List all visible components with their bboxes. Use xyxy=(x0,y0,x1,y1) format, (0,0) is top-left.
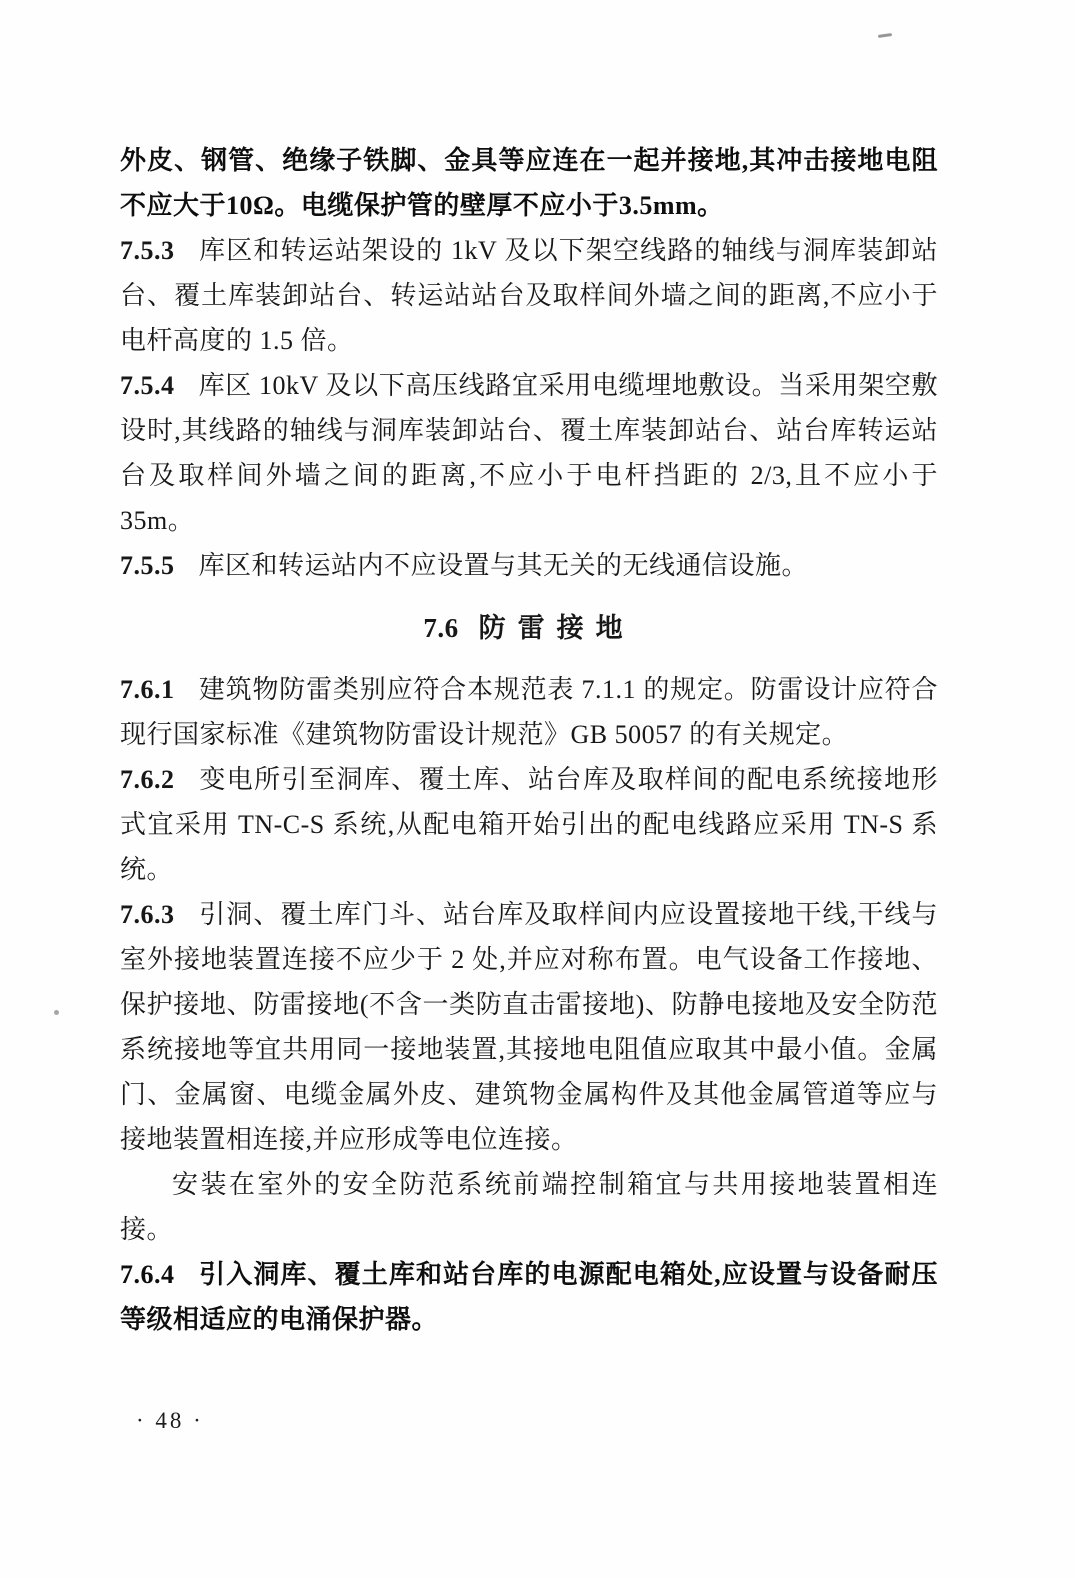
clause-text: 库区和转运站架设的 1kV 及以下架空线路的轴线与洞库装卸站台、覆土库装卸站台、转运站站台及取样间外墙之间的距离,不应小于电杆高度的 1.5 倍。 xyxy=(120,236,938,355)
clause-number: 7.6.2 xyxy=(120,765,175,794)
clause-number: 7.6 xyxy=(423,613,459,643)
section-heading xyxy=(120,606,938,651)
document-body xyxy=(120,138,938,1342)
page-number: · 48 · xyxy=(136,1408,204,1433)
paragraph xyxy=(120,138,938,228)
paragraph xyxy=(120,1252,938,1342)
clause-text: 外皮、钢管、绝缘子铁脚、金具等应连在一起并接地,其冲击接地电阻不应大于10Ω。电缆保护管的壁厚不应小于3.5mm。 xyxy=(120,146,938,220)
scan-artifact xyxy=(54,1010,59,1015)
paragraph xyxy=(120,1162,938,1252)
section-heading-text: 防雷接地 xyxy=(478,613,635,643)
paragraph xyxy=(120,228,938,363)
clause-text: 库区 10kV 及以下高压线路宜采用电缆埋地敷设。当采用架空敷设时,其线路的轴线与洞库装卸站台、覆土库装卸站台、站台库转运站台及取样间外墙之间的距离,不应小于电杆挡距的 2/3,且不应小于 35m。 xyxy=(120,371,938,535)
clause-number: 7.6.1 xyxy=(120,675,175,704)
clause-number: 7.5.3 xyxy=(120,236,175,265)
clause-number: 7.6.4 xyxy=(120,1260,175,1289)
paragraph xyxy=(120,757,938,892)
paragraph xyxy=(120,543,938,588)
clause-text: 引洞、覆土库门斗、站台库及取样间内应设置接地干线,干线与室外接地装置连接不应少于 2 处,并应对称布置。电气设备工作接地、保护接地、防雷接地(不含一类防直击雷接地)、防静电接地及安全防范系统接地等宜共用同一接地装置,其接地电阻值应取其中最小值。金属门、金属窗、电缆金属外皮、建筑物金属构件及其他金属管道等应与接地装置相连接,并应形成等电位连接。 xyxy=(120,900,938,1154)
clause-text: 变电所引至洞库、覆土库、站台库及取样间的配电系统接地形式宜采用 TN-C-S 系统,从配电箱开始引出的配电线路应采用 TN-S 系统。 xyxy=(120,765,938,884)
scan-artifact xyxy=(878,33,892,38)
clause-text: 库区和转运站内不应设置与其无关的无线通信设施。 xyxy=(198,551,809,580)
paragraph xyxy=(120,892,938,1162)
clause-number: 7.5.4 xyxy=(120,371,175,400)
clause-text: 建筑物防雷类别应符合本规范表 7.1.1 的规定。防雷设计应符合现行国家标准《建筑物防雷设计规范》GB 50057 的有关规定。 xyxy=(120,675,938,749)
clause-text: 引入洞库、覆土库和站台库的电源配电箱处,应设置与设备耐压等级相适应的电涌保护器。 xyxy=(120,1260,938,1334)
clause-number: 7.5.5 xyxy=(120,551,175,580)
clause-text: 安装在室外的安全防范系统前端控制箱宜与共用接地装置相连接。 xyxy=(120,1170,938,1244)
paragraph xyxy=(120,363,938,543)
paragraph xyxy=(120,667,938,757)
clause-number: 7.6.3 xyxy=(120,900,175,929)
